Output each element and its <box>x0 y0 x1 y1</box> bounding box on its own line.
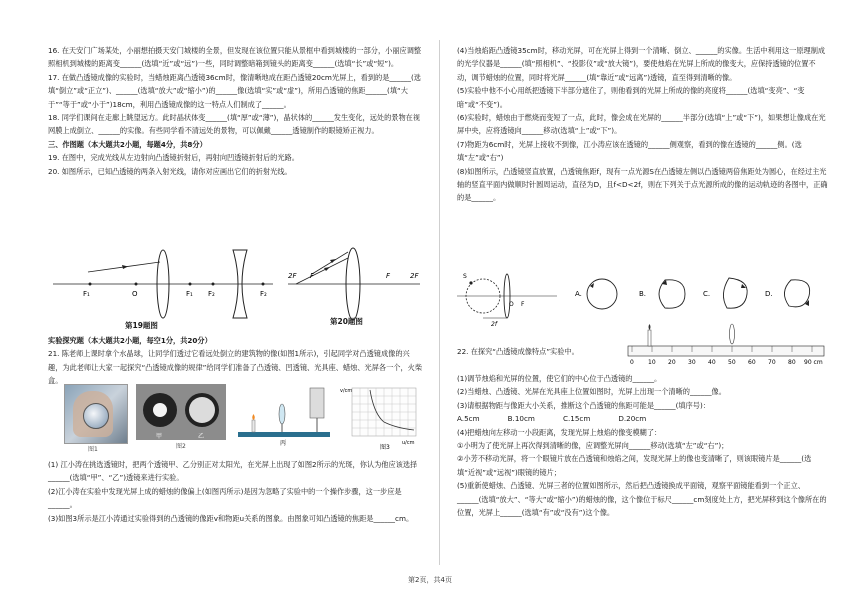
label-2f-left: 2F <box>288 272 297 280</box>
crystal-ball-photo <box>64 384 128 444</box>
choice-d: D.20cm <box>618 414 647 424</box>
label-o: O <box>132 290 138 298</box>
label-u-axis: u/cm <box>402 440 415 446</box>
choice-c: C.15cm <box>562 414 591 424</box>
label-s: S <box>463 273 467 280</box>
question-21-8: (8)如图所示，凸透镜竖直放置，凸透镜焦距f，现有一点光源S在凸透镜左侧以凸透镜两倍焦距处为圆心，在经过主光轴的竖直平面内做顺时针圆周运动，直径为D，且f<D<2f，则在下列关于点光源所成的像的运动轨迹的各图中，正确的是______。 <box>457 166 828 203</box>
label-yi: 乙 <box>198 433 205 440</box>
choice-b: B.10cm <box>507 414 535 424</box>
ruler-tick-10: 10 <box>648 359 656 366</box>
choices-row <box>457 412 829 425</box>
question-21: 21. 陈老师上课时拿个水晶球，让同学们透过它看远处倒立的建筑物的像(如图1所示)，引起同学对凸透镜成像的兴趣，为此老师让大家一起探究“凸透镜成像的规律”给同学们准备了凸透镜、凹透镜、光具座、蜡烛、光屏各一个，火柴盒。 <box>48 349 423 386</box>
label-2f-right: 2F <box>410 272 419 280</box>
option-b: B. <box>639 290 647 298</box>
question-22-5: (5)重新使蜡烛、凸透镜、光屏三者的位置如图所示，然后把凸透镜换成平面镜，观察平面镜能看到一个正立、______(选填“放大”、“等大”或“缩小”)的蜡烛的像，这个像位于标尺______cm刻度处上方，把光屏移到这个像所在的位置，光屏上______(选填“有”或“没有”)这个像。 <box>457 481 827 518</box>
right-column-lower <box>457 372 829 519</box>
caption-fig-19: 第19题图 <box>125 321 158 330</box>
question-21-5: (5)实验中他不小心用纸把透镜下半部分遮住了，则他看到的光屏上所成的像的亮度将______(选填“变亮”、“变暗”或“不变”)。 <box>457 86 805 109</box>
option-c: C. <box>703 290 711 298</box>
question-22-4a: ①小明为了使光屏上再次得到清晰的像，应调整光屏向______移动(选填“左”或“右”)； <box>457 441 729 451</box>
section-4-heading: 实验探究题（本大题共2小题，每空1分，共20分） <box>48 336 212 345</box>
question-21-3: (3)如图3所示是江小涛通过实验得到的凸透镜的像距v和物距u关系的图象。由图象可知凸透镜的焦距是______cm。 <box>48 513 414 523</box>
caption-fig-20: 第20题图 <box>330 317 363 326</box>
question-22-1: (1)调节烛焰和光屏的位置，使它们的中心位于凸透镜的______。 <box>457 374 662 383</box>
label-f-left: F <box>310 272 315 280</box>
ruler-tick-0: 0 <box>630 359 634 366</box>
option-a: A. <box>575 290 582 298</box>
question-18: 18. 同学们课间在走廊上眺望远方。此时晶状体变______(填“厚”或“薄”)，晶状体的______发生变化，远处的景物在视网膜上成倒立、______的实像。有些同学看不清远处的景物，可以佩戴______透镜制作的眼镜矫正视力。 <box>48 113 421 136</box>
question-21-7: (7)物距为6cm时，光屏上接收不到像，江小涛应该在透镜的______侧观察，看到的像在透镜的______侧。(选填“左”或“右”) <box>457 139 802 163</box>
question-22-heading-block <box>457 345 617 358</box>
section-3-heading: 三、作图题（本大题共2小题，每题4分，共8分） <box>48 139 207 149</box>
label-f-8: F <box>521 301 525 308</box>
question-21-4: (4)当烛焰距凸透镜35cm时，移动光屏，可在光屏上得到一个清晰、倒立、______的实像。生活中利用这一原理制成的光学仪器是______(填“照相机”、“投影仪”或“放大镜”)，要使烛焰在光屏上所成的像变大，应保持透镜的位置不动，调节蜡烛的位置，同时将光屏______(填“靠近”或“远离”)透镜，直至得到清晰的像。 <box>457 46 826 82</box>
ruler-tick-80: 80 <box>788 359 796 366</box>
label-f1b: F₁ <box>186 290 193 298</box>
label-jia: 甲 <box>156 433 163 440</box>
question-22: 22. 在探究“凸透镜成像特点”实验中。 <box>457 347 579 356</box>
figure-19-20 <box>48 244 423 326</box>
label-f-right: F <box>386 272 391 280</box>
label-tu3: 图3 <box>380 444 390 450</box>
question-22-4: (4)把蜡烛向左移动一小段距离，发现光屏上烛焰的像变模糊了： <box>457 427 662 437</box>
option-d: D. <box>765 290 773 298</box>
question-19: 19. 在图中，完成光线从左边射向凸透镜折射后，再射向凹透镜折射后的光路。 <box>48 153 299 163</box>
right-column <box>457 44 829 205</box>
question-22-3: (3)请根据物距与像距大小关系，推断这个凸透镜的焦距可能是______(填序号)： <box>457 400 710 410</box>
left-column-lower <box>48 334 423 388</box>
question-21-6: (6)实验时，蜡烛由于燃烧而变短了一点，此时，像会成在光屏的______半部分(选填“上”或“下”)，如果想让像成在光屏中央，应将透镜向______移动(选填“上”或“下”)。 <box>457 113 826 136</box>
label-f1: F₁ <box>83 290 90 298</box>
image-distance-graph <box>340 384 424 450</box>
ruler-tick-90: 90 cm <box>804 359 823 366</box>
label-o-8: O <box>509 301 514 308</box>
optical-bench-figure <box>232 384 336 450</box>
label-tu1: 图1 <box>88 446 98 453</box>
label-2f-8: 2f <box>491 321 497 328</box>
question-22-2: (2)当蜡烛、凸透镜、光屏在光具座上位置如图时，光屏上出现一个清晰的______像。 <box>457 387 726 397</box>
label-v-axis: v/cm <box>340 388 353 394</box>
question-21-2: (2)江小涛在实验中发现光屏上成的蜡烛的像偏上(如图丙所示)是因为忽略了实验中的一个操作步骤，这一步应是______。 <box>48 486 402 510</box>
ruler-tick-30: 30 <box>688 359 696 366</box>
label-tu2: 图2 <box>176 443 186 450</box>
label-bing: 丙 <box>280 440 287 447</box>
choice-a: A.5cm <box>457 414 480 424</box>
question-22-4b: ②小芳不移动光屏，将一个眼镜片放在凸透镜和烛焰之间，发现光屏上的像也变清晰了，则该眼镜片是______(选填“近视”或“远视”)眼镜的镜片； <box>457 454 812 477</box>
column-divider <box>439 40 440 565</box>
question-17: 17. 在做凸透镜成像的实验时，当蜡烛距离凸透镜36cm时，像清晰地成在距凸透镜20cm光屏上，看到的是______(选填“倒立”或“正立”)、______(选填“放大”或“缩小”)的______像(选填“实”或“虚”)，所用凸透镜的焦距______(填“大于”“等于”或“小于”)18cm，利用凸透镜成像的这一特点人们制成了______。 <box>48 72 421 109</box>
lens-spots-figure <box>136 384 226 450</box>
label-f2a: F₂ <box>208 290 215 298</box>
left-column <box>48 44 423 178</box>
ruler-tick-20: 20 <box>668 359 676 366</box>
question-20: 20. 如图所示，已知凸透镜的两条入射光线，请你对应画出它们的折射光线。 <box>48 166 292 176</box>
ruler-tick-40: 40 <box>708 359 716 366</box>
ruler-tick-70: 70 <box>768 359 776 366</box>
question-16: 16. 在天安门广场某处，小丽想拍摄天安门城楼的全景，但发现在该位置只能从景框中看到城楼的一部分，小丽应调整照相机到城楼的距离变______(选填“近”或“远”)一些，同时调整暗箱到镜头的距离变______(选填“长”或“短”)。 <box>48 46 422 69</box>
ruler-tick-50: 50 <box>728 359 736 366</box>
question-21-1: (1) 江小涛在挑选透镜时，把两个透镜甲、乙分别正对太阳光，在光屏上出现了如图2所示的光斑，你认为他应该选择______(选填“甲”、“乙”)透镜来进行实验。 <box>48 460 418 483</box>
label-f2b: F₂ <box>260 290 267 298</box>
page-footer: 第2页，共4页 <box>408 576 452 584</box>
ruler-tick-60: 60 <box>748 359 756 366</box>
ruler-bench-figure <box>620 316 832 368</box>
left-column-bottom <box>48 458 423 525</box>
